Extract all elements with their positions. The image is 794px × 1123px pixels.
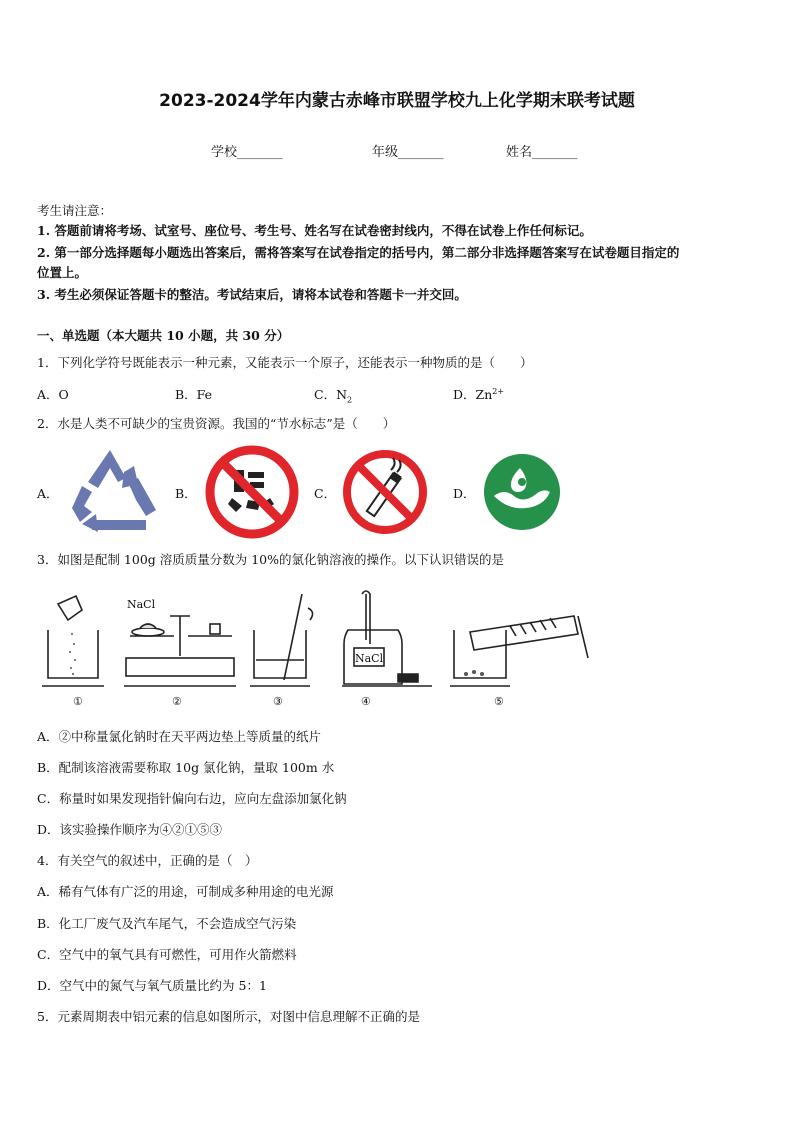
q2-option-d[interactable]: D．: [453, 486, 476, 501]
grade-field[interactable]: 年级_______: [372, 145, 444, 160]
q4-option-d[interactable]: D．空气中的氮气与氧气质量比约为 5：1: [37, 978, 267, 993]
recycle-icon: [62, 448, 158, 532]
notice-item-3: 3. 考生必须保证答题卡的整洁。考试结束后，请将本试卷和答题卡一并交回。: [37, 287, 467, 302]
school-field[interactable]: 学校_______: [211, 145, 283, 160]
q3-option-b[interactable]: B．配制该溶液需要称取 10g 氯化钠，量取 100m 水: [37, 760, 335, 775]
notice-heading: 考生请注意：: [37, 203, 113, 218]
q1-option-d-sup: 2+: [492, 386, 505, 396]
nacl-label: NaCl: [127, 598, 156, 611]
q1-stem: 1．下列化学符号既能表示一种元素，又能表示一个原子，还能表示一种物质的是（ ）: [37, 355, 533, 370]
water-saving-symbol-icon: [482, 452, 562, 532]
notice-item-2: 2. 第一部分选择题每小题选出答案后，需将答案写在试卷指定的括号内，第二部分非选择题答案写在试卷题目指定的: [37, 245, 680, 260]
step-1-label: ①: [73, 695, 83, 708]
section-heading: 一、单选题（本大题共 10 小题，共 30 分）: [37, 328, 290, 343]
q1-option-d-text: D．Zn: [453, 387, 493, 402]
q1-option-c[interactable]: [314, 385, 352, 405]
q1-option-a[interactable]: A．O: [37, 387, 69, 402]
q4-option-c[interactable]: C．空气中的氧气具有可燃性，可用作火箭燃料: [37, 947, 297, 962]
exam-title: 2023-2024学年内蒙古赤峰市联盟学校九上化学期末联考试题: [159, 91, 635, 111]
q4-option-b[interactable]: B．化工厂废气及汽车尾气，不会造成空气污染: [37, 916, 297, 931]
notice-item-2-cont: 位置上。: [37, 265, 88, 280]
notice-item-1: 1. 答题前请将考场、试室号、座位号、考生号、姓名写在试卷密封线内，不得在试卷上作任何标记。: [37, 223, 592, 238]
q1-option-c-sub: 2: [347, 395, 353, 405]
q2-option-c[interactable]: C．: [314, 486, 337, 501]
q5-stem: 5．元素周期表中铝元素的信息如图所示，对图中信息理解不正确的是: [37, 1009, 420, 1024]
step-5-label: ⑤: [494, 695, 504, 708]
bottle-label: NaCl: [355, 652, 384, 665]
q2-stem: 2．水是人类不可缺少的宝贵资源。我国的“节水标志”是（ ）: [37, 416, 396, 431]
q4-stem: 4．有关空气的叙述中，正确的是（ ）: [37, 853, 258, 868]
q3-option-a[interactable]: A．②中称量氯化钠时在天平两边垫上等质量的纸片: [37, 729, 322, 744]
q3-option-d[interactable]: D．该实验操作顺序为④②①⑤③: [37, 822, 223, 837]
step-2-label: ②: [172, 695, 182, 708]
q3-option-c[interactable]: C．称量时如果发现指针偏向右边，应向左盘添加氯化钠: [37, 791, 347, 806]
q4-option-a[interactable]: A．稀有气体有广泛的用途，可制成多种用途的电光源: [37, 884, 334, 899]
q1-option-d[interactable]: [453, 385, 504, 403]
no-smoking-sign-icon: [341, 448, 429, 536]
step-3-label: ③: [273, 695, 283, 708]
experiment-diagram: [40, 586, 600, 690]
name-field[interactable]: 姓名_______: [506, 145, 578, 160]
q1-option-c-text: C．N: [314, 387, 348, 402]
step-4-label: ④: [361, 695, 371, 708]
q2-option-a[interactable]: A．: [37, 486, 59, 501]
q1-option-b[interactable]: B．Fe: [175, 387, 213, 402]
q3-stem: 3．如图是配制 100g 溶质质量分数为 10%的氯化钠溶液的操作。以下认识错误的是: [37, 552, 505, 567]
no-litter-sign-icon: [204, 444, 300, 540]
q2-option-b[interactable]: B．: [175, 486, 197, 501]
